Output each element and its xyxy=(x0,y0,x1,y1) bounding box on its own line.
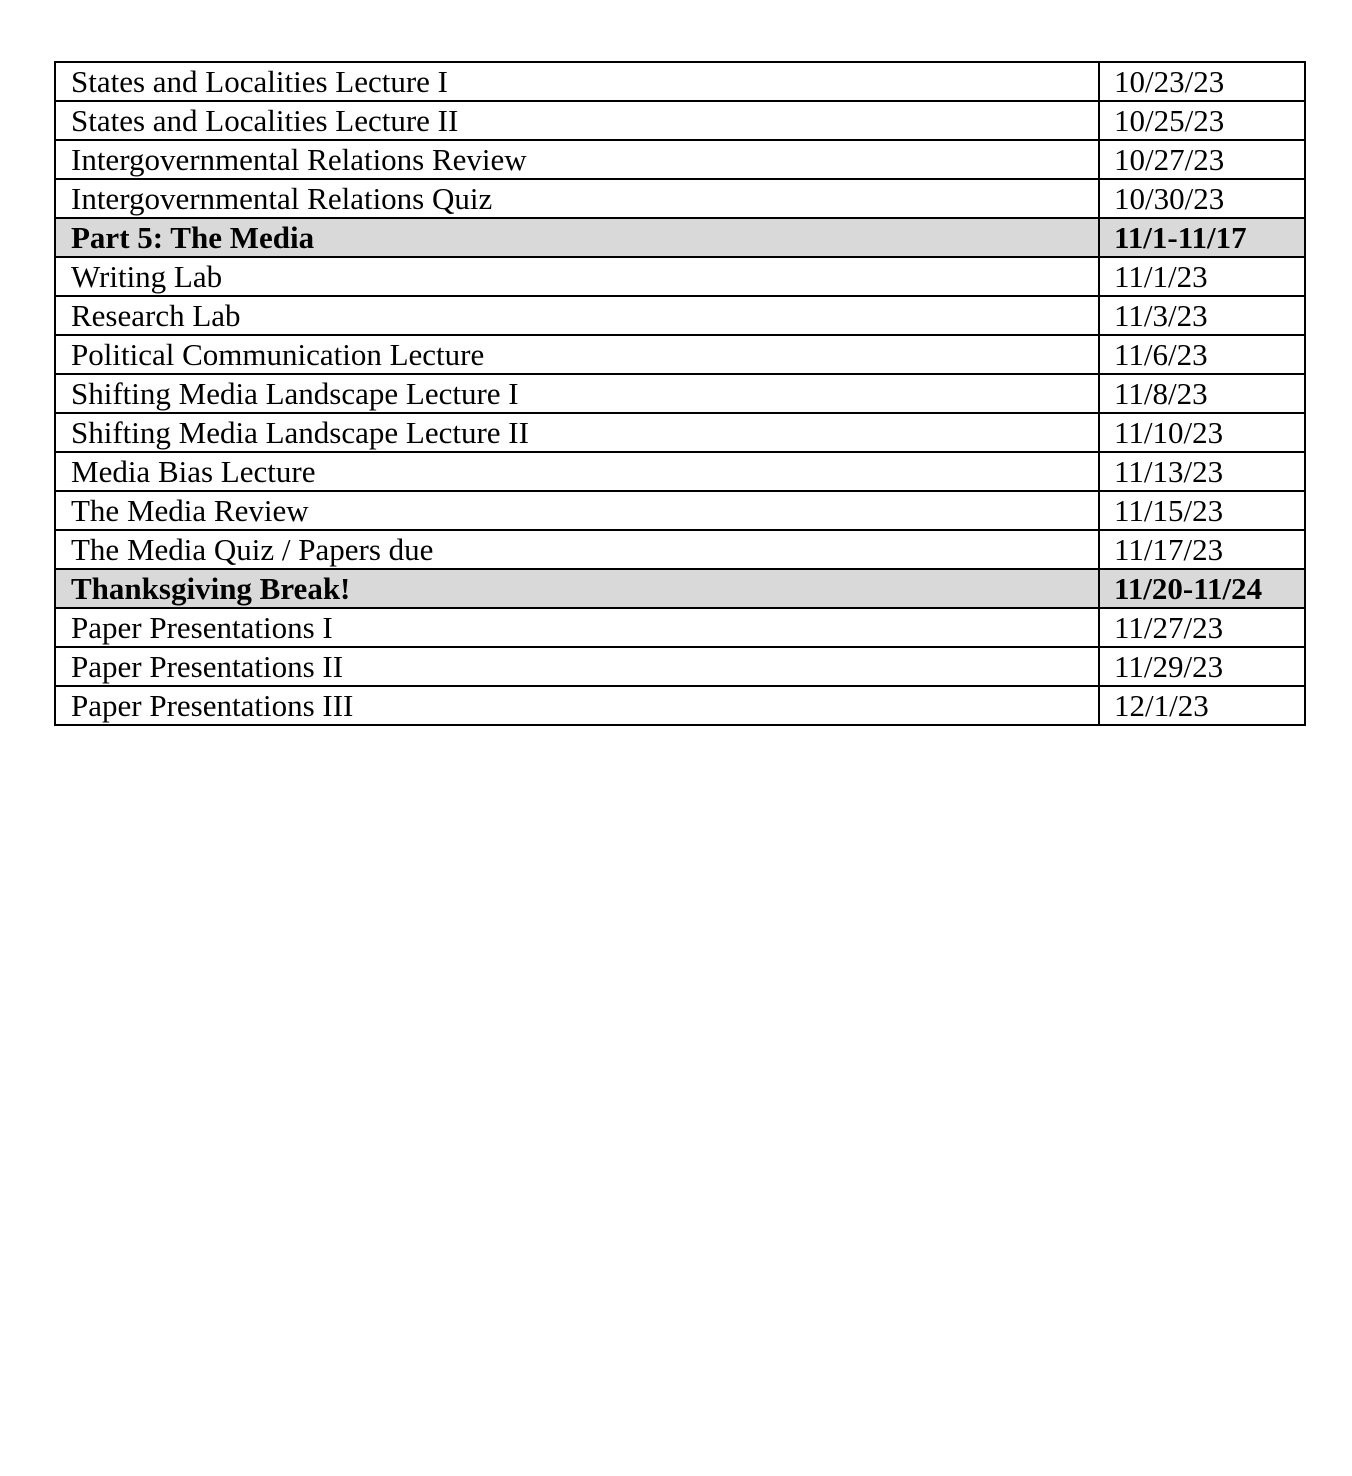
topic-cell: Research Lab xyxy=(55,296,1099,335)
date-cell: 11/29/23 xyxy=(1099,647,1305,686)
schedule-table xyxy=(54,61,1306,726)
topic-cell: Paper Presentations III xyxy=(55,686,1099,725)
topic-cell: Shifting Media Landscape Lecture I xyxy=(55,374,1099,413)
table-row xyxy=(55,452,1305,491)
table-row xyxy=(55,374,1305,413)
date-cell: 11/10/23 xyxy=(1099,413,1305,452)
section-date-range-cell: 11/20-11/24 xyxy=(1099,569,1305,608)
table-row xyxy=(55,335,1305,374)
section-header-row xyxy=(55,218,1305,257)
date-cell: 10/30/23 xyxy=(1099,179,1305,218)
topic-cell: The Media Review xyxy=(55,491,1099,530)
date-cell: 11/1/23 xyxy=(1099,257,1305,296)
topic-cell: Paper Presentations I xyxy=(55,608,1099,647)
section-title-cell: Thanksgiving Break! xyxy=(55,569,1099,608)
topic-cell: Writing Lab xyxy=(55,257,1099,296)
date-cell: 10/25/23 xyxy=(1099,101,1305,140)
topic-cell: Intergovernmental Relations Quiz xyxy=(55,179,1099,218)
table-row xyxy=(55,530,1305,569)
table-row xyxy=(55,491,1305,530)
date-cell: 11/6/23 xyxy=(1099,335,1305,374)
topic-cell: The Media Quiz / Papers due xyxy=(55,530,1099,569)
date-cell: 10/27/23 xyxy=(1099,140,1305,179)
table-row xyxy=(55,413,1305,452)
topic-cell: Intergovernmental Relations Review xyxy=(55,140,1099,179)
section-date-range-cell: 11/1-11/17 xyxy=(1099,218,1305,257)
date-cell: 11/3/23 xyxy=(1099,296,1305,335)
table-row xyxy=(55,608,1305,647)
section-title-cell: Part 5: The Media xyxy=(55,218,1099,257)
date-cell: 11/8/23 xyxy=(1099,374,1305,413)
date-cell: 11/13/23 xyxy=(1099,452,1305,491)
table-row xyxy=(55,101,1305,140)
topic-cell: States and Localities Lecture II xyxy=(55,101,1099,140)
topic-cell: Paper Presentations II xyxy=(55,647,1099,686)
date-cell: 11/27/23 xyxy=(1099,608,1305,647)
topic-cell: Media Bias Lecture xyxy=(55,452,1099,491)
table-row xyxy=(55,179,1305,218)
table-row xyxy=(55,296,1305,335)
date-cell: 10/23/23 xyxy=(1099,62,1305,101)
table-row xyxy=(55,140,1305,179)
date-cell: 11/17/23 xyxy=(1099,530,1305,569)
date-cell: 12/1/23 xyxy=(1099,686,1305,725)
topic-cell: States and Localities Lecture I xyxy=(55,62,1099,101)
section-header-row xyxy=(55,569,1305,608)
table-row xyxy=(55,257,1305,296)
topic-cell: Shifting Media Landscape Lecture II xyxy=(55,413,1099,452)
table-row xyxy=(55,647,1305,686)
topic-cell: Political Communication Lecture xyxy=(55,335,1099,374)
date-cell: 11/15/23 xyxy=(1099,491,1305,530)
table-row xyxy=(55,62,1305,101)
table-row xyxy=(55,686,1305,725)
